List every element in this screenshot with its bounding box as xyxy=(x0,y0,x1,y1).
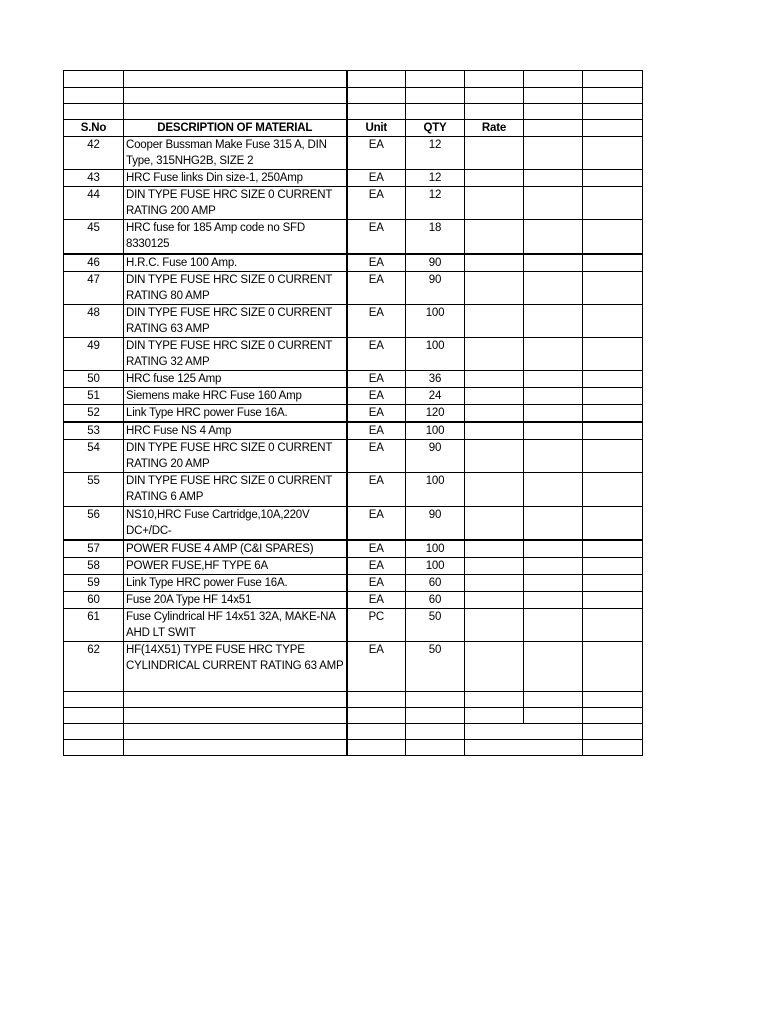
description-cell: Link Type HRC power Fuse 16A. xyxy=(124,574,347,591)
qty-cell: 12 xyxy=(406,170,465,187)
amount-cell xyxy=(524,608,583,641)
unit-cell: EA xyxy=(347,404,406,422)
cell xyxy=(465,707,524,723)
rate-cell xyxy=(465,557,524,574)
unit-cell: EA xyxy=(347,337,406,370)
cell xyxy=(465,71,524,88)
cell xyxy=(64,104,124,120)
amount-cell xyxy=(524,439,583,472)
qty-cell: 12 xyxy=(406,137,465,170)
cell xyxy=(64,88,124,104)
description-cell: Fuse 20A Type HF 14x51 xyxy=(124,591,347,608)
cell xyxy=(583,88,643,104)
blank-row xyxy=(64,88,643,104)
cell xyxy=(465,104,524,120)
cell xyxy=(583,71,643,88)
sno-cell: 48 xyxy=(64,304,124,337)
rate-cell xyxy=(465,187,524,220)
extra-cell xyxy=(583,187,643,220)
unit-cell: EA xyxy=(347,170,406,187)
sno-cell: 47 xyxy=(64,271,124,304)
table-row xyxy=(64,387,643,404)
table-row xyxy=(64,557,643,574)
rate-cell xyxy=(465,220,524,254)
header-unit: Unit xyxy=(347,120,406,137)
cell xyxy=(347,723,406,739)
unit-cell: EA xyxy=(347,304,406,337)
extra-cell xyxy=(583,137,643,170)
sno-cell: 52 xyxy=(64,404,124,422)
rate-cell xyxy=(465,271,524,304)
description-cell: DIN TYPE FUSE HRC SIZE 0 CURRENT RATING 32 AMP xyxy=(124,337,347,370)
amount-cell xyxy=(524,137,583,170)
cell xyxy=(347,71,406,88)
unit-cell: PC xyxy=(347,608,406,641)
unit-cell: EA xyxy=(347,472,406,506)
qty-cell: 100 xyxy=(406,337,465,370)
description-cell: DIN TYPE FUSE HRC SIZE 0 CURRENT RATING 80 AMP xyxy=(124,271,347,304)
extra-cell xyxy=(583,574,643,591)
unit-cell: EA xyxy=(347,220,406,254)
qty-cell: 90 xyxy=(406,439,465,472)
amount-cell xyxy=(524,304,583,337)
unit-cell: EA xyxy=(347,540,406,558)
table-row xyxy=(64,187,643,220)
cell xyxy=(524,723,583,739)
cell xyxy=(524,71,583,88)
cell xyxy=(583,691,643,707)
extra-cell xyxy=(583,608,643,641)
extra-cell xyxy=(583,506,643,540)
blank-row xyxy=(64,691,643,707)
header-row xyxy=(64,120,643,137)
description-cell: HRC Fuse NS 4 Amp xyxy=(124,422,347,440)
cell xyxy=(347,104,406,120)
unit-cell: EA xyxy=(347,574,406,591)
amount-cell xyxy=(524,540,583,558)
table-row xyxy=(64,439,643,472)
qty-cell: 90 xyxy=(406,271,465,304)
amount-cell xyxy=(524,370,583,387)
cell xyxy=(64,71,124,88)
description-cell: HRC Fuse links Din size-1, 250Amp xyxy=(124,170,347,187)
rate-cell xyxy=(465,404,524,422)
description-cell: DIN TYPE FUSE HRC SIZE 0 CURRENT RATING 6 AMP xyxy=(124,472,347,506)
table-row xyxy=(64,472,643,506)
qty-cell: 50 xyxy=(406,608,465,641)
qty-cell: 120 xyxy=(406,404,465,422)
extra-cell xyxy=(583,170,643,187)
cell xyxy=(583,104,643,120)
cell xyxy=(583,707,643,723)
cell xyxy=(465,691,524,707)
amount-cell xyxy=(524,254,583,272)
cell xyxy=(406,691,465,707)
rate-cell xyxy=(465,540,524,558)
extra-cell xyxy=(583,271,643,304)
blank-row xyxy=(64,707,643,723)
rate-cell xyxy=(465,422,524,440)
amount-cell xyxy=(524,591,583,608)
extra-cell xyxy=(583,304,643,337)
qty-cell: 90 xyxy=(406,254,465,272)
sno-cell: 45 xyxy=(64,220,124,254)
sno-cell: 59 xyxy=(64,574,124,591)
description-cell: Cooper Bussman Make Fuse 315 A, DIN Type, 315NHG2B, SIZE 2 xyxy=(124,137,347,170)
table-row xyxy=(64,422,643,440)
blank-row xyxy=(64,723,643,739)
qty-cell: 100 xyxy=(406,472,465,506)
cell xyxy=(583,723,643,739)
amount-cell xyxy=(524,387,583,404)
qty-cell: 90 xyxy=(406,506,465,540)
extra-cell xyxy=(583,439,643,472)
qty-cell: 36 xyxy=(406,370,465,387)
cell xyxy=(124,104,347,120)
extra-cell xyxy=(583,387,643,404)
qty-cell: 18 xyxy=(406,220,465,254)
extra-cell xyxy=(583,337,643,370)
unit-cell: EA xyxy=(347,187,406,220)
description-cell: NS10,HRC Fuse Cartridge,10A,220V DC+/DC- xyxy=(124,506,347,540)
blank-row xyxy=(64,739,643,755)
cell xyxy=(64,723,124,739)
description-cell: HRC fuse for 185 Amp code no SFD 8330125 xyxy=(124,220,347,254)
cell xyxy=(465,739,524,755)
unit-cell: EA xyxy=(347,506,406,540)
sno-cell: 57 xyxy=(64,540,124,558)
amount-cell xyxy=(524,506,583,540)
table-row xyxy=(64,304,643,337)
extra-cell xyxy=(583,557,643,574)
sno-cell: 51 xyxy=(64,387,124,404)
extra-cell xyxy=(583,220,643,254)
qty-cell: 24 xyxy=(406,387,465,404)
table-row xyxy=(64,271,643,304)
unit-cell: EA xyxy=(347,254,406,272)
sno-cell: 53 xyxy=(64,422,124,440)
qty-cell: 60 xyxy=(406,591,465,608)
rate-cell xyxy=(465,370,524,387)
unit-cell: EA xyxy=(347,591,406,608)
unit-cell: EA xyxy=(347,641,406,691)
cell xyxy=(124,691,347,707)
description-cell: DIN TYPE FUSE HRC SIZE 0 CURRENT RATING 63 AMP xyxy=(124,304,347,337)
cell xyxy=(406,707,465,723)
table-row xyxy=(64,254,643,272)
unit-cell: EA xyxy=(347,370,406,387)
rate-cell xyxy=(465,254,524,272)
unit-cell: EA xyxy=(347,557,406,574)
sno-cell: 43 xyxy=(64,170,124,187)
blank-row xyxy=(64,71,643,88)
description-cell: Link Type HRC power Fuse 16A. xyxy=(124,404,347,422)
cell xyxy=(406,739,465,755)
cell xyxy=(465,723,524,739)
cell xyxy=(406,88,465,104)
description-cell: Siemens make HRC Fuse 160 Amp xyxy=(124,387,347,404)
sno-cell: 50 xyxy=(64,370,124,387)
rate-cell xyxy=(465,304,524,337)
extra-cell xyxy=(583,404,643,422)
extra-cell xyxy=(583,472,643,506)
cell xyxy=(465,88,524,104)
header-sno: S.No xyxy=(64,120,124,137)
header-blank xyxy=(524,120,583,137)
qty-cell: 100 xyxy=(406,557,465,574)
cell xyxy=(406,723,465,739)
header-rate: Rate xyxy=(465,120,524,137)
header-qty: QTY xyxy=(406,120,465,137)
table-row xyxy=(64,137,643,170)
rate-cell xyxy=(465,170,524,187)
description-cell: H.R.C. Fuse 100 Amp. xyxy=(124,254,347,272)
amount-cell xyxy=(524,404,583,422)
cell xyxy=(347,739,406,755)
cell xyxy=(64,739,124,755)
cell xyxy=(124,707,347,723)
header-blank xyxy=(583,120,643,137)
table-row xyxy=(64,608,643,641)
extra-cell xyxy=(583,591,643,608)
amount-cell xyxy=(524,422,583,440)
cell xyxy=(524,691,583,707)
table-row xyxy=(64,370,643,387)
cell xyxy=(406,104,465,120)
blank-row xyxy=(64,104,643,120)
sno-cell: 56 xyxy=(64,506,124,540)
description-cell: HRC fuse 125 Amp xyxy=(124,370,347,387)
unit-cell: EA xyxy=(347,439,406,472)
cell xyxy=(64,691,124,707)
extra-cell xyxy=(583,254,643,272)
description-cell: POWER FUSE,HF TYPE 6A xyxy=(124,557,347,574)
rate-cell xyxy=(465,506,524,540)
cell xyxy=(524,739,583,755)
qty-cell: 12 xyxy=(406,187,465,220)
table-row xyxy=(64,641,643,691)
cell xyxy=(347,691,406,707)
cell xyxy=(583,739,643,755)
unit-cell: EA xyxy=(347,387,406,404)
table-row xyxy=(64,591,643,608)
header-description: DESCRIPTION OF MATERIAL xyxy=(124,120,347,137)
cell xyxy=(124,739,347,755)
rate-cell xyxy=(465,641,524,691)
cell xyxy=(347,88,406,104)
qty-cell: 100 xyxy=(406,540,465,558)
unit-cell: EA xyxy=(347,271,406,304)
description-cell: DIN TYPE FUSE HRC SIZE 0 CURRENT RATING 200 AMP xyxy=(124,187,347,220)
rate-cell xyxy=(465,472,524,506)
unit-cell: EA xyxy=(347,137,406,170)
sno-cell: 55 xyxy=(64,472,124,506)
material-table xyxy=(63,70,643,756)
cell xyxy=(64,707,124,723)
amount-cell xyxy=(524,170,583,187)
extra-cell xyxy=(583,641,643,691)
qty-cell: 100 xyxy=(406,422,465,440)
description-cell: DIN TYPE FUSE HRC SIZE 0 CURRENT RATING 20 AMP xyxy=(124,439,347,472)
rate-cell xyxy=(465,591,524,608)
amount-cell xyxy=(524,574,583,591)
amount-cell xyxy=(524,337,583,370)
rate-cell xyxy=(465,574,524,591)
table-row xyxy=(64,574,643,591)
rate-cell xyxy=(465,137,524,170)
rate-cell xyxy=(465,387,524,404)
sno-cell: 58 xyxy=(64,557,124,574)
sno-cell: 54 xyxy=(64,439,124,472)
sno-cell: 49 xyxy=(64,337,124,370)
description-cell: Fuse Cylindrical HF 14x51 32A, MAKE-NA AHD LT SWIT xyxy=(124,608,347,641)
extra-cell xyxy=(583,422,643,440)
table-row xyxy=(64,506,643,540)
cell xyxy=(124,88,347,104)
rate-cell xyxy=(465,608,524,641)
cell xyxy=(347,707,406,723)
extra-cell xyxy=(583,370,643,387)
table-row xyxy=(64,170,643,187)
cell xyxy=(124,71,347,88)
qty-cell: 100 xyxy=(406,304,465,337)
cell xyxy=(524,88,583,104)
table-row xyxy=(64,404,643,422)
description-cell: POWER FUSE 4 AMP (C&I SPARES) xyxy=(124,540,347,558)
rate-cell xyxy=(465,337,524,370)
rate-cell xyxy=(465,439,524,472)
qty-cell: 50 xyxy=(406,641,465,691)
sno-cell: 44 xyxy=(64,187,124,220)
cell xyxy=(524,104,583,120)
sno-cell: 60 xyxy=(64,591,124,608)
cell xyxy=(406,71,465,88)
sno-cell: 61 xyxy=(64,608,124,641)
table-row xyxy=(64,540,643,558)
amount-cell xyxy=(524,472,583,506)
amount-cell xyxy=(524,557,583,574)
description-cell: HF(14X51) TYPE FUSE HRC TYPE CYLINDRICAL CURRENT RATING 63 AMP xyxy=(124,641,347,691)
sno-cell: 46 xyxy=(64,254,124,272)
table-row xyxy=(64,220,643,254)
sno-cell: 62 xyxy=(64,641,124,691)
unit-cell: EA xyxy=(347,422,406,440)
amount-cell xyxy=(524,220,583,254)
cell xyxy=(124,723,347,739)
extra-cell xyxy=(583,540,643,558)
qty-cell: 60 xyxy=(406,574,465,591)
cell xyxy=(524,707,583,723)
amount-cell xyxy=(524,271,583,304)
amount-cell xyxy=(524,641,583,691)
table-row xyxy=(64,337,643,370)
sno-cell: 42 xyxy=(64,137,124,170)
amount-cell xyxy=(524,187,583,220)
